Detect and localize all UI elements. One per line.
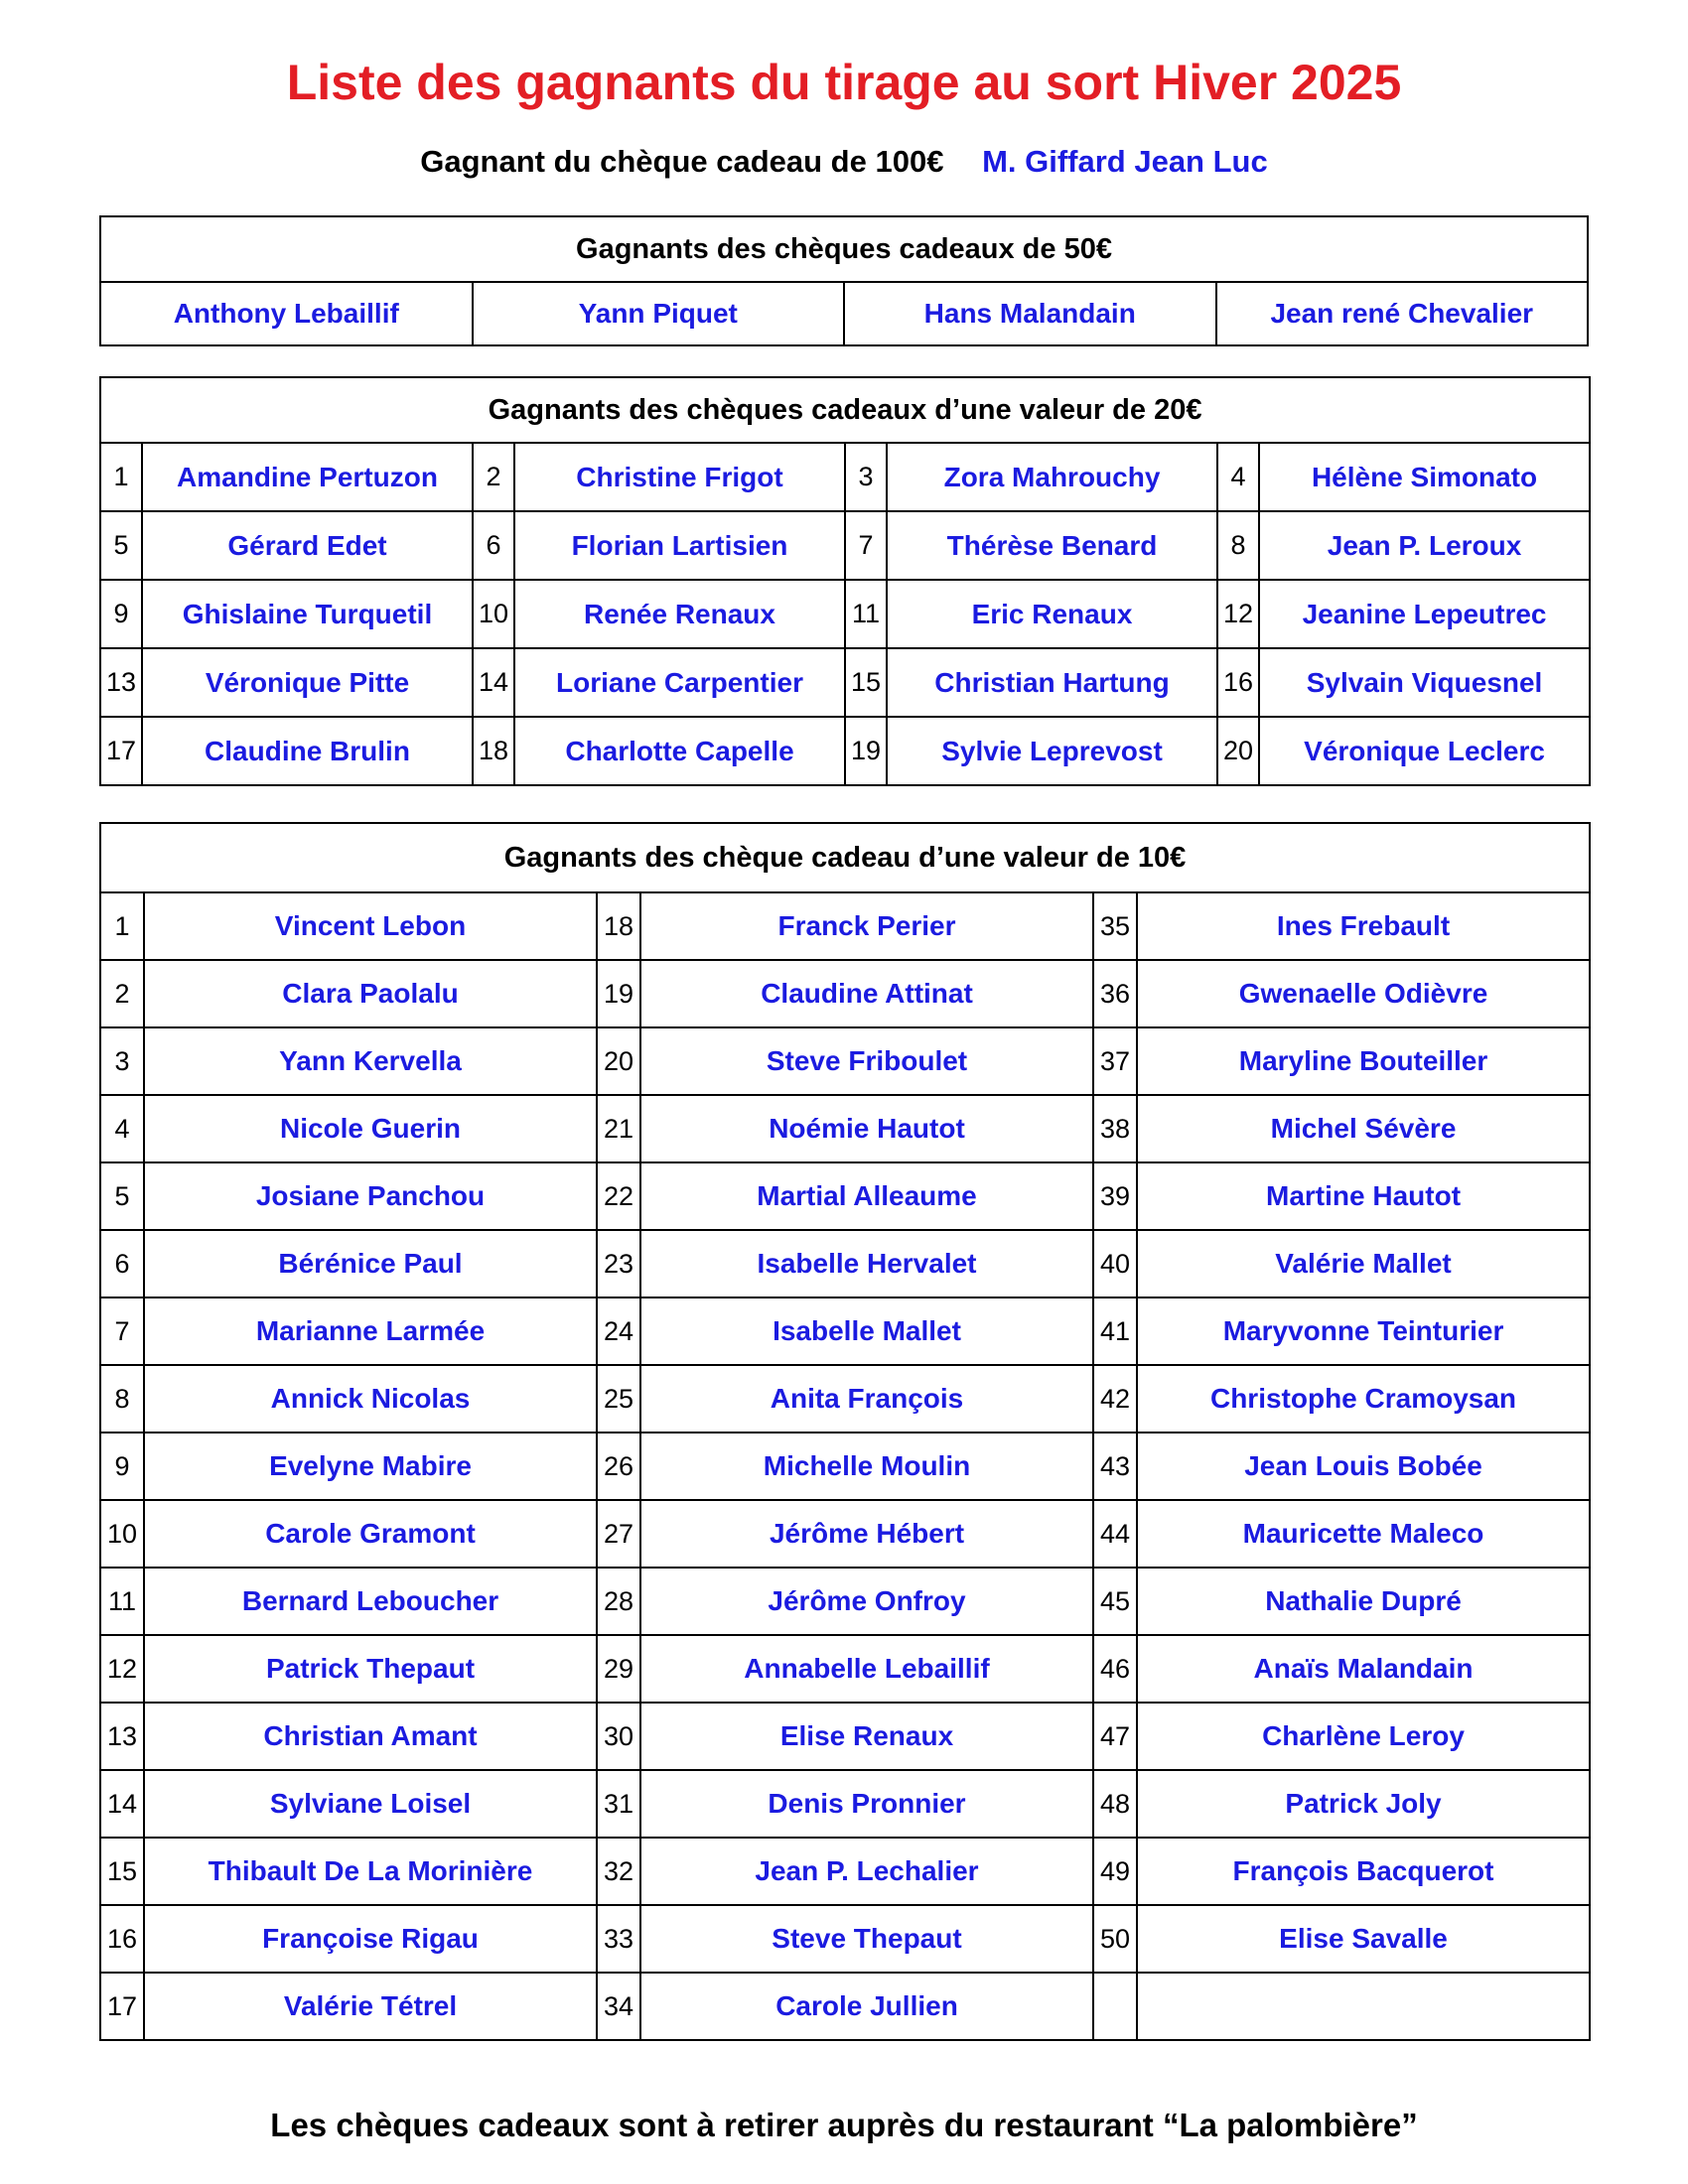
winner-number: 33	[597, 1905, 640, 1973]
winners-document	[99, 54, 1589, 2144]
winner-name: Vincent Lebon	[144, 892, 597, 960]
winner-name: Gérard Edet	[142, 511, 473, 580]
winner-name: Françoise Rigau	[144, 1905, 597, 1973]
winner-number: 10	[100, 1500, 144, 1568]
table-20-header: Gagnants des chèques cadeaux d’une valeur de 20€	[100, 377, 1590, 443]
winner-number: 16	[100, 1905, 144, 1973]
table-row	[100, 1500, 1590, 1568]
winner-number: 9	[100, 1433, 144, 1500]
winner-name: Claudine Attinat	[640, 960, 1093, 1027]
winner-name: Véronique Pitte	[142, 648, 473, 717]
table-row	[100, 1027, 1590, 1095]
winner-name: Carole Jullien	[640, 1973, 1093, 2040]
table-row	[100, 1230, 1590, 1297]
winner-name: Thibault De La Morinière	[144, 1838, 597, 1905]
winner-name: Anaïs Malandain	[1137, 1635, 1590, 1703]
winner-name: Michel Sévère	[1137, 1095, 1590, 1162]
winner-number: 9	[100, 580, 142, 648]
winner-number: 19	[597, 960, 640, 1027]
winner-name: Annick Nicolas	[144, 1365, 597, 1433]
winner-number: 4	[100, 1095, 144, 1162]
winner-number: 20	[597, 1027, 640, 1095]
winner-name: Charlène Leroy	[1137, 1703, 1590, 1770]
winner-number: 12	[1217, 580, 1259, 648]
table-10-euro	[99, 822, 1591, 2041]
winner-number: 7	[845, 511, 887, 580]
winner-name: Anthony Lebaillif	[100, 282, 473, 345]
winner-number: 18	[473, 717, 514, 785]
table-20-header-row	[100, 377, 1590, 443]
winner-number: 3	[845, 443, 887, 511]
winner-number: 10	[473, 580, 514, 648]
winner-name: François Bacquerot	[1137, 1838, 1590, 1905]
winner-name: Nicole Guerin	[144, 1095, 597, 1162]
winner-name: Hélène Simonato	[1259, 443, 1590, 511]
winner-name: Florian Lartisien	[514, 511, 845, 580]
winner-name: Evelyne Mabire	[144, 1433, 597, 1500]
table-row	[100, 1095, 1590, 1162]
winner-number: 41	[1093, 1297, 1137, 1365]
winner-number: 18	[597, 892, 640, 960]
winner-name: Isabelle Hervalet	[640, 1230, 1093, 1297]
winner-number: 1	[100, 443, 142, 511]
table-row	[100, 1635, 1590, 1703]
winner-number: 25	[597, 1365, 640, 1433]
table-row	[100, 1770, 1590, 1838]
winner-number: 22	[597, 1162, 640, 1230]
winner-name: Christine Frigot	[514, 443, 845, 511]
winner-number: 28	[597, 1568, 640, 1635]
winner-name: Charlotte Capelle	[514, 717, 845, 785]
table-row	[100, 1365, 1590, 1433]
winner-name: Ghislaine Turquetil	[142, 580, 473, 648]
winner-name: Yann Piquet	[473, 282, 845, 345]
winner-number: 39	[1093, 1162, 1137, 1230]
grand-prize-line	[99, 143, 1589, 180]
winner-number: 43	[1093, 1433, 1137, 1500]
winner-name: Hans Malandain	[844, 282, 1216, 345]
table-50-names-row	[100, 282, 1588, 345]
winner-number: 4	[1217, 443, 1259, 511]
winner-name: Jean Louis Bobée	[1137, 1433, 1590, 1500]
winner-name: Christophe Cramoysan	[1137, 1365, 1590, 1433]
winner-name: Noémie Hautot	[640, 1095, 1093, 1162]
winner-name	[1137, 1973, 1590, 2040]
table-row	[100, 443, 1590, 511]
winner-name: Sylviane Loisel	[144, 1770, 597, 1838]
winner-name: Gwenaelle Odièvre	[1137, 960, 1590, 1027]
winner-name: Loriane Carpentier	[514, 648, 845, 717]
winner-number: 36	[1093, 960, 1137, 1027]
winner-number: 49	[1093, 1838, 1137, 1905]
table-row	[100, 580, 1590, 648]
winner-number: 16	[1217, 648, 1259, 717]
winner-name: Bernard Leboucher	[144, 1568, 597, 1635]
table-row	[100, 1905, 1590, 1973]
winner-name: Sylvain Viquesnel	[1259, 648, 1590, 717]
winner-number: 45	[1093, 1568, 1137, 1635]
winner-number: 8	[1217, 511, 1259, 580]
winner-number: 13	[100, 1703, 144, 1770]
winner-number: 47	[1093, 1703, 1137, 1770]
winner-name: Christian Hartung	[887, 648, 1217, 717]
winner-name: Martial Alleaume	[640, 1162, 1093, 1230]
winner-name: Thérèse Benard	[887, 511, 1217, 580]
winner-number: 46	[1093, 1635, 1137, 1703]
table-row	[100, 648, 1590, 717]
table-row	[100, 892, 1590, 960]
winner-number: 6	[100, 1230, 144, 1297]
winner-name: Jeanine Lepeutrec	[1259, 580, 1590, 648]
winner-number: 50	[1093, 1905, 1137, 1973]
winner-name: Franck Perier	[640, 892, 1093, 960]
winner-name: Claudine Brulin	[142, 717, 473, 785]
winner-number: 48	[1093, 1770, 1137, 1838]
winner-number: 42	[1093, 1365, 1137, 1433]
winner-name: Carole Gramont	[144, 1500, 597, 1568]
winner-number: 12	[100, 1635, 144, 1703]
winner-name: Denis Pronnier	[640, 1770, 1093, 1838]
winner-name: Zora Mahrouchy	[887, 443, 1217, 511]
footer-note: Les chèques cadeaux sont à retirer auprès du restaurant “La palombière”	[270, 2107, 1418, 2143]
winner-number: 17	[100, 1973, 144, 2040]
winner-name: Amandine Pertuzon	[142, 443, 473, 511]
winner-number: 31	[597, 1770, 640, 1838]
page-title: Liste des gagnants du tirage au sort Hiver 2025	[286, 55, 1402, 110]
winner-number: 15	[100, 1838, 144, 1905]
winner-number: 27	[597, 1500, 640, 1568]
winner-name: Véronique Leclerc	[1259, 717, 1590, 785]
winner-name: Jérôme Onfroy	[640, 1568, 1093, 1635]
winner-number: 23	[597, 1230, 640, 1297]
winner-number: 20	[1217, 717, 1259, 785]
winner-number: 6	[473, 511, 514, 580]
winner-number: 32	[597, 1838, 640, 1905]
table-row	[100, 1568, 1590, 1635]
table-10-header-row	[100, 823, 1590, 892]
table-row	[100, 511, 1590, 580]
winner-number: 34	[597, 1973, 640, 2040]
winner-name: Jean P. Lechalier	[640, 1838, 1093, 1905]
winner-number: 44	[1093, 1500, 1137, 1568]
table-row	[100, 1433, 1590, 1500]
table-row	[100, 1838, 1590, 1905]
winner-name: Nathalie Dupré	[1137, 1568, 1590, 1635]
table-row	[100, 960, 1590, 1027]
table-50-header: Gagnants des chèques cadeaux de 50€	[100, 216, 1588, 282]
winner-name: Isabelle Mallet	[640, 1297, 1093, 1365]
winner-number: 37	[1093, 1027, 1137, 1095]
winner-number: 38	[1093, 1095, 1137, 1162]
winner-number: 40	[1093, 1230, 1137, 1297]
winner-number: 29	[597, 1635, 640, 1703]
table-row	[100, 1297, 1590, 1365]
winner-number: 11	[845, 580, 887, 648]
winner-number: 14	[473, 648, 514, 717]
winner-number: 24	[597, 1297, 640, 1365]
winner-name: Bérénice Paul	[144, 1230, 597, 1297]
winner-name: Marianne Larmée	[144, 1297, 597, 1365]
table-row	[100, 1703, 1590, 1770]
winner-name: Patrick Joly	[1137, 1770, 1590, 1838]
table-row	[100, 1973, 1590, 2040]
winner-name: Maryline Bouteiller	[1137, 1027, 1590, 1095]
table-row	[100, 1162, 1590, 1230]
winner-name: Anita François	[640, 1365, 1093, 1433]
winner-name: Martine Hautot	[1137, 1162, 1590, 1230]
winner-number: 17	[100, 717, 142, 785]
table-20-euro	[99, 376, 1591, 786]
winner-number: 13	[100, 648, 142, 717]
winner-name: Maryvonne Teinturier	[1137, 1297, 1590, 1365]
winner-name: Valérie Mallet	[1137, 1230, 1590, 1297]
winner-number: 5	[100, 511, 142, 580]
winner-number: 3	[100, 1027, 144, 1095]
winner-number: 15	[845, 648, 887, 717]
winner-number: 5	[100, 1162, 144, 1230]
winner-number: 21	[597, 1095, 640, 1162]
winner-name: Steve Friboulet	[640, 1027, 1093, 1095]
winner-name: Jean P. Leroux	[1259, 511, 1590, 580]
winner-name: Jean rené Chevalier	[1216, 282, 1589, 345]
table-10-header: Gagnants des chèque cadeau d’une valeur de 10€	[100, 823, 1590, 892]
winner-name: Patrick Thepaut	[144, 1635, 597, 1703]
winner-number: 8	[100, 1365, 144, 1433]
winner-number: 1	[100, 892, 144, 960]
winner-name: Sylvie Leprevost	[887, 717, 1217, 785]
winner-name: Ines Frebault	[1137, 892, 1590, 960]
winner-number: 7	[100, 1297, 144, 1365]
grand-prize-label: Gagnant du chèque cadeau de 100€	[420, 144, 944, 179]
winner-name: Michelle Moulin	[640, 1433, 1093, 1500]
table-50-header-row	[100, 216, 1588, 282]
winner-number: 14	[100, 1770, 144, 1838]
winner-number	[1093, 1973, 1137, 2040]
table-50-euro	[99, 215, 1589, 346]
winner-name: Steve Thepaut	[640, 1905, 1093, 1973]
winner-name: Josiane Panchou	[144, 1162, 597, 1230]
winner-name: Valérie Tétrel	[144, 1973, 597, 2040]
winner-number: 19	[845, 717, 887, 785]
winner-number: 26	[597, 1433, 640, 1500]
winner-name: Elise Renaux	[640, 1703, 1093, 1770]
winner-number: 11	[100, 1568, 144, 1635]
winner-name: Yann Kervella	[144, 1027, 597, 1095]
winner-name: Annabelle Lebaillif	[640, 1635, 1093, 1703]
winner-number: 30	[597, 1703, 640, 1770]
table-row	[100, 717, 1590, 785]
winner-name: Christian Amant	[144, 1703, 597, 1770]
winner-name: Eric Renaux	[887, 580, 1217, 648]
winner-name: Renée Renaux	[514, 580, 845, 648]
winner-name: Jérôme Hébert	[640, 1500, 1093, 1568]
grand-prize-winner: M. Giffard Jean Luc	[982, 144, 1268, 179]
winner-name: Mauricette Maleco	[1137, 1500, 1590, 1568]
winner-number: 2	[100, 960, 144, 1027]
winner-number: 2	[473, 443, 514, 511]
winner-name: Clara Paolalu	[144, 960, 597, 1027]
winner-name: Elise Savalle	[1137, 1905, 1590, 1973]
winner-number: 35	[1093, 892, 1137, 960]
